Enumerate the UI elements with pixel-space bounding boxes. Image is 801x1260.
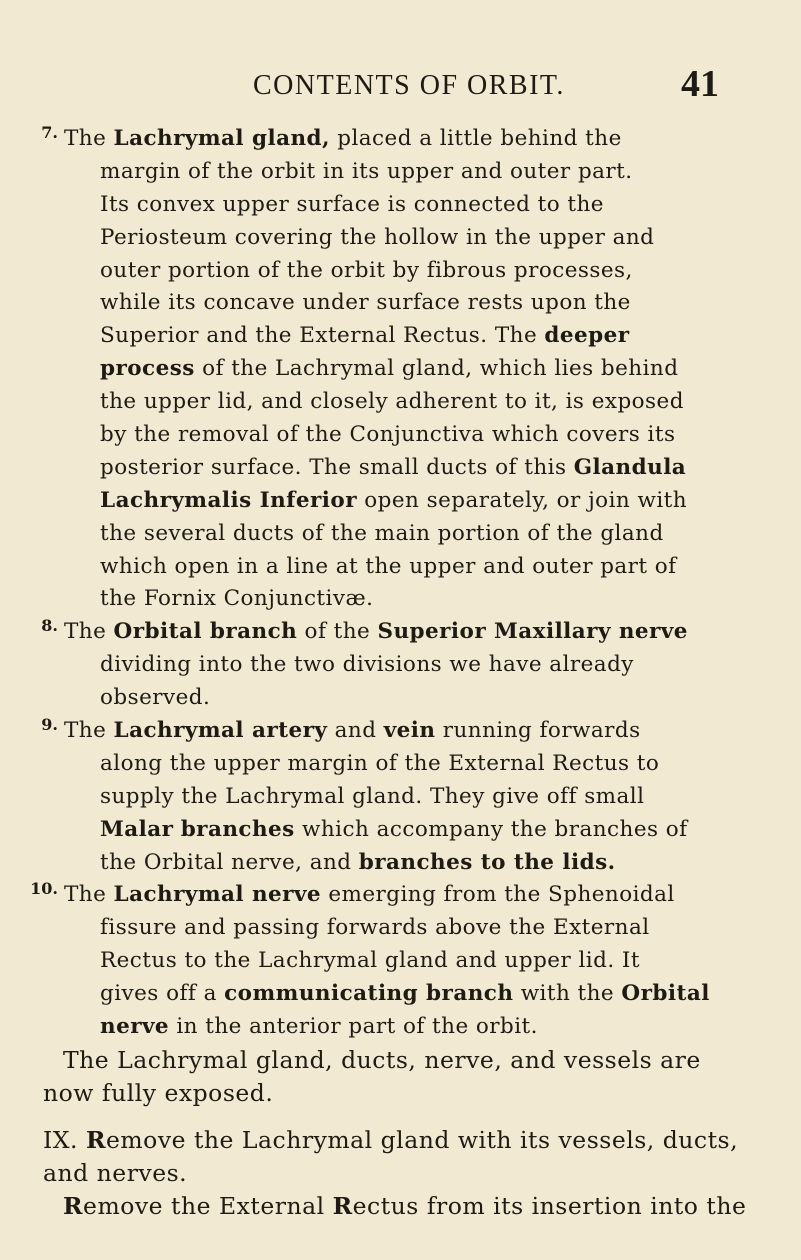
text-run: the several ducts of the main portion of the gland xyxy=(100,520,664,546)
section-gap xyxy=(0,1110,801,1124)
text-run: which open in a line at the upper and outer part of xyxy=(100,553,677,579)
text-line xyxy=(64,912,724,945)
text-line xyxy=(64,814,724,847)
text-line xyxy=(64,320,724,353)
text-run: emerging from the Sphenoidal xyxy=(321,882,675,908)
closing-paragraph xyxy=(43,1044,801,1110)
page-body xyxy=(0,123,801,1223)
bold-term: Glandula xyxy=(573,454,687,480)
running-title: CONTENTS OF ORBIT. xyxy=(253,70,565,101)
text-run: gives off a xyxy=(100,981,225,1007)
text-run: while its concave under surface rests upon the xyxy=(100,290,631,316)
text-line xyxy=(64,222,724,255)
bold-term: branches to the lids. xyxy=(358,849,616,875)
text-run: emove the External xyxy=(83,1191,333,1220)
text-line xyxy=(64,287,724,320)
text-line xyxy=(64,156,724,189)
text-run: observed. xyxy=(100,685,211,711)
text-run xyxy=(173,817,180,842)
text-run: the Fornix Conjunctivæ. xyxy=(100,586,374,612)
text-line xyxy=(43,1124,801,1157)
text-run: placed a little behind the xyxy=(329,126,622,151)
bold-term: process xyxy=(100,356,195,382)
text-line xyxy=(64,616,724,649)
text-run: of the xyxy=(297,619,378,645)
item-number: 8. xyxy=(41,616,58,636)
text-run: margin of the orbit in its upper and outer part. xyxy=(100,158,633,184)
text-run: open separately, or join with xyxy=(356,487,688,513)
text-line xyxy=(64,847,724,880)
page-number: 41 xyxy=(681,63,719,105)
text-run: The xyxy=(64,718,114,744)
item-number: 7. xyxy=(41,123,58,142)
bold-term: Orbital branch xyxy=(113,619,298,645)
text-run: running forwards xyxy=(435,718,641,744)
bold-term: R xyxy=(332,1191,353,1220)
text-run: the Orbital nerve, and xyxy=(100,849,359,875)
text-run: Rectus to the Lachrymal gland and upper lid. It xyxy=(100,948,640,974)
text-line xyxy=(64,1011,724,1044)
text-line xyxy=(64,879,724,912)
bold-term: deeper xyxy=(544,323,630,349)
text-run: The xyxy=(64,619,114,645)
text-line xyxy=(64,419,724,452)
text-line xyxy=(64,452,724,485)
text-run: The xyxy=(64,126,114,151)
text-line xyxy=(64,781,724,814)
text-line xyxy=(64,551,724,584)
text-run: The xyxy=(64,882,114,908)
text-line xyxy=(43,1157,801,1190)
page-header xyxy=(0,63,801,116)
text-run: of the Lachrymal gland, which lies behind xyxy=(194,356,679,382)
text-line xyxy=(64,682,724,715)
text-run: outer portion of the orbit by fibrous processes, xyxy=(100,257,633,283)
text-line xyxy=(64,485,724,518)
text-run: supply the Lachrymal gland. They give off small xyxy=(100,783,645,809)
bold-term: R xyxy=(63,1191,84,1220)
text-line xyxy=(64,978,724,1011)
final-paragraph xyxy=(43,1190,801,1223)
text-line xyxy=(64,945,724,978)
text-line xyxy=(64,748,724,781)
bold-term: R xyxy=(85,1125,106,1154)
text-line xyxy=(64,583,724,616)
text-run: which accompany the branches of xyxy=(294,816,688,842)
text-run: dividing into the two divisions we have already xyxy=(100,652,634,678)
text-run: and nerves. xyxy=(43,1158,188,1187)
bold-term: nerve xyxy=(100,1014,170,1040)
text-run: Superior and the External Rectus. The xyxy=(100,323,545,349)
section-ix-heading xyxy=(43,1124,801,1190)
bold-term: Superior Maxillary nerve xyxy=(377,619,688,645)
text-run: and xyxy=(327,718,384,744)
numbered-item xyxy=(41,616,724,715)
numbered-item xyxy=(30,879,724,1043)
bold-term: branches xyxy=(180,816,295,842)
text-line xyxy=(64,123,724,156)
text-line xyxy=(64,189,724,222)
numbered-item xyxy=(41,123,724,616)
text-run: The Lachrymal gland, ducts, nerve, and vessels are xyxy=(63,1045,701,1074)
text-run: ectus from its insertion into the xyxy=(352,1191,747,1220)
bold-term: Lachrymal nerve xyxy=(113,882,322,908)
text-run: Its convex upper surface is connected to the xyxy=(100,191,604,217)
bold-term: vein xyxy=(383,718,436,744)
text-run: fissure and passing forwards above the External xyxy=(100,915,650,941)
text-run: in the anterior part of the orbit. xyxy=(169,1014,538,1040)
text-line xyxy=(64,518,724,551)
bold-term: Lachrymalis Inferior xyxy=(100,487,357,513)
text-line xyxy=(64,649,724,682)
text-run: the upper lid, and closely adherent to it, is exposed xyxy=(100,389,684,415)
text-line xyxy=(43,1077,801,1110)
text-line xyxy=(64,255,724,288)
text-run: Periosteum covering the hollow in the upper and xyxy=(100,224,655,250)
text-run: now fully exposed. xyxy=(43,1078,274,1107)
bold-term: Malar xyxy=(100,816,174,842)
bold-term: Orbital xyxy=(621,981,710,1007)
bold-term: communicating branch xyxy=(224,981,514,1007)
text-run: along the upper margin of the External Rectus to xyxy=(100,750,660,776)
text-run: by the removal of the Conjunctiva which covers its xyxy=(100,422,676,448)
text-run: with the xyxy=(513,981,622,1007)
bold-term: Lachrymal gland, xyxy=(113,126,330,151)
text-line xyxy=(64,353,724,386)
text-run: IX. xyxy=(43,1125,86,1154)
text-run: posterior surface. The small ducts of this xyxy=(100,454,574,480)
text-run: emove the Lachrymal gland with its vessels, ducts, xyxy=(105,1125,739,1154)
numbered-item xyxy=(41,715,724,879)
text-line xyxy=(64,715,724,748)
item-number: 10. xyxy=(30,879,58,899)
text-line xyxy=(64,386,724,419)
text-line xyxy=(43,1190,801,1223)
text-line xyxy=(43,1044,801,1077)
bold-term: Lachrymal artery xyxy=(113,718,328,744)
item-number: 9. xyxy=(41,715,58,735)
